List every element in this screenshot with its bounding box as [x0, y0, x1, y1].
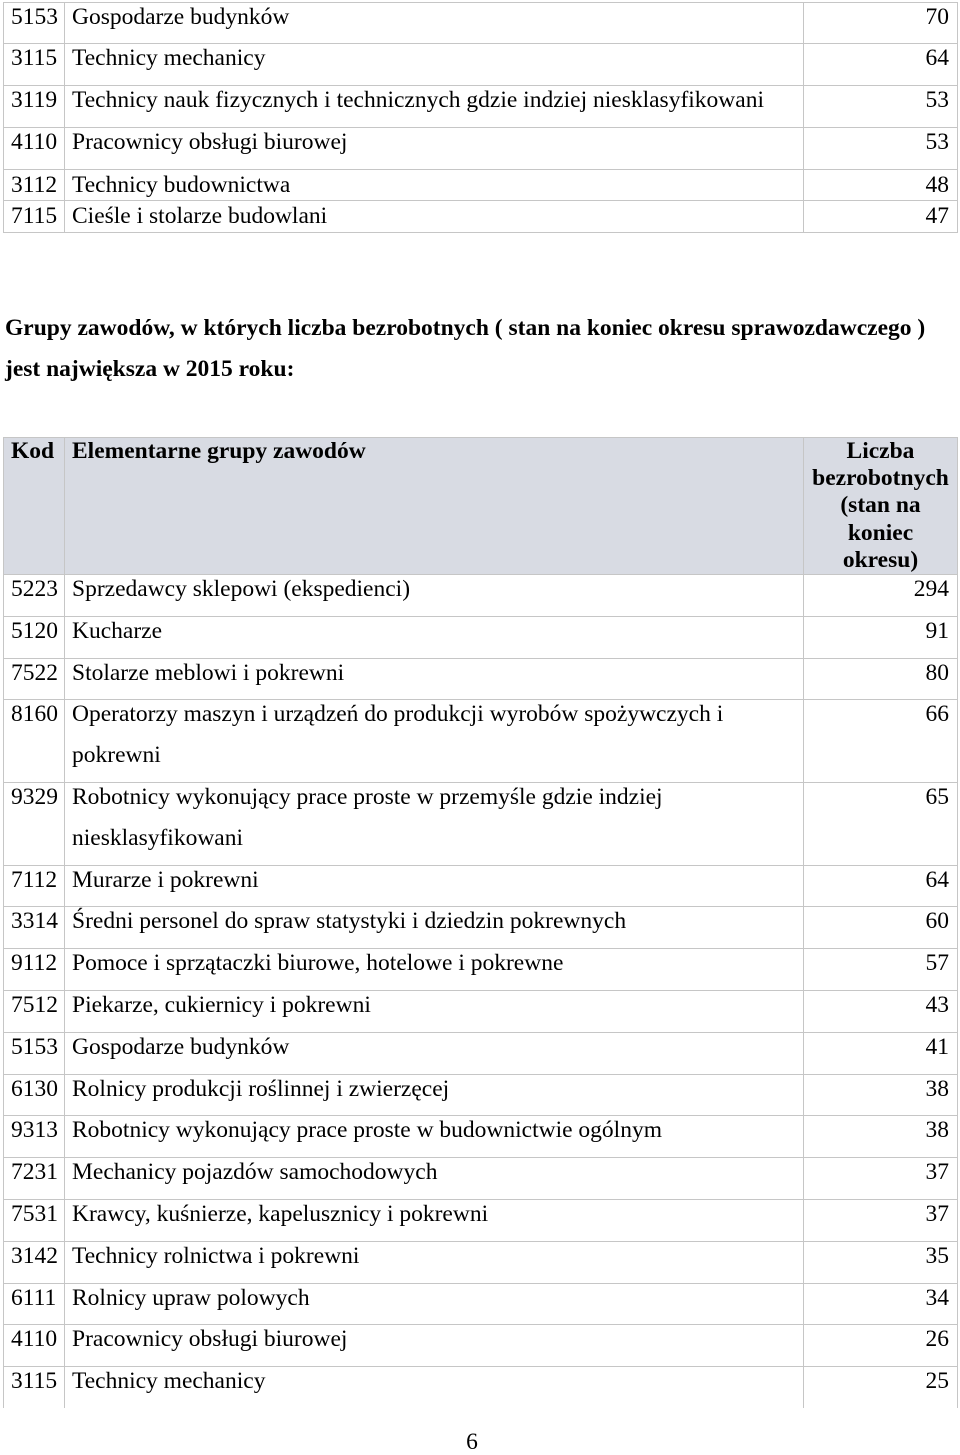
cell-count-text: 38 — [925, 1075, 949, 1102]
cell-occupation-text: Technicy nauk fizycznych i technicznych gdzie indziej niesklasyfikowani — [72, 87, 764, 114]
cell-occupation — [65, 169, 804, 200]
cell-occupation-text: Pracownicy obsługi biurowej — [72, 128, 348, 155]
cell-code-text: 7112 — [11, 866, 58, 893]
cell-occupation-text: Mechanicy pojazdów samochodowych — [72, 1159, 438, 1186]
cell-occupation-text: Cieśle i stolarze budowlani — [72, 203, 328, 230]
cell-occupation-text: Technicy rolnictwa i pokrewni — [72, 1242, 360, 1269]
cell-count — [804, 783, 958, 866]
header-count-text: Liczba bezrobotnych (stan na koniec okresu) — [812, 438, 949, 573]
cell-count — [804, 700, 958, 783]
cell-occupation — [65, 1367, 804, 1408]
cell-count-text: 91 — [925, 617, 949, 644]
cell-occupation-text: Murarze i pokrewni — [72, 866, 259, 893]
header-row — [4, 438, 958, 575]
cell-count — [804, 169, 958, 200]
cell-count-text: 64 — [925, 866, 949, 893]
cell-count-text: 294 — [913, 576, 949, 603]
cell-occupation-text: Robotnicy wykonujący prace proste w budownictwie ogólnym — [72, 1117, 662, 1144]
cell-code-text: 4110 — [11, 1326, 58, 1353]
cell-count-text: 80 — [925, 659, 949, 686]
cell-code-text: 5153 — [11, 3, 58, 30]
cell-occupation-text: Pracownicy obsługi biurowej — [72, 1326, 348, 1353]
header-code — [4, 438, 65, 575]
cell-code — [4, 169, 65, 200]
cell-occupation — [65, 127, 804, 169]
cell-occupation-text: Robotnicy wykonujący prace proste w przemyśle gdzie indziej niesklasyfikowani — [72, 784, 663, 851]
cell-count-text: 64 — [925, 45, 949, 72]
cell-occupation — [65, 700, 804, 783]
continued-occupations-table — [3, 2, 958, 233]
header-count — [804, 438, 958, 575]
cell-occupation-text: Średni personel do spraw statystyki i dziedzin pokrewnych — [72, 908, 627, 935]
occupations-table — [3, 437, 958, 1408]
cell-code — [4, 127, 65, 169]
cell-count-text: 57 — [925, 950, 949, 977]
cell-code-text: 5120 — [11, 617, 58, 644]
cell-occupation-text: Operatorzy maszyn i urządzeń do produkcji wyrobów spożywczych i pokrewni — [72, 701, 724, 769]
cell-occupation-text: Gospodarze budynków — [72, 3, 290, 30]
cell-occupation-text: Piekarze, cukiernicy i pokrewni — [72, 991, 371, 1018]
table-row — [4, 700, 958, 783]
cell-count-text: 37 — [925, 1159, 949, 1186]
cell-occupation — [65, 783, 804, 866]
cell-count-text: 53 — [925, 87, 949, 114]
cell-code-text: 3314 — [11, 908, 58, 935]
cell-count-text: 25 — [925, 1368, 949, 1395]
cell-count-text: 26 — [925, 1326, 949, 1353]
continued-table-body — [4, 2, 958, 232]
cell-code-text: 3115 — [11, 1368, 58, 1395]
cell-code-text: 8160 — [11, 701, 58, 728]
cell-code-text: 7512 — [11, 991, 58, 1018]
header-occupation-text: Elementarne grupy zawodów — [72, 438, 366, 464]
cell-occupation-text: Technicy budownictwa — [72, 171, 291, 198]
cell-occupation-text: Kucharze — [72, 617, 163, 644]
cell-code — [4, 201, 65, 232]
cell-count-text: 66 — [925, 701, 949, 728]
cell-code-text: 5223 — [11, 576, 58, 603]
cell-count — [804, 127, 958, 169]
table-row — [4, 201, 958, 232]
table-row — [4, 169, 958, 200]
cell-count-text: 70 — [925, 3, 949, 30]
cell-code-text: 9112 — [11, 950, 58, 977]
cell-code-text: 7115 — [11, 203, 58, 230]
cell-code-text: 7522 — [11, 659, 58, 686]
section-heading-line: Grupy zawodów, w których liczba bezrobotnych ( stan na koniec okresu sprawozdawczego ) — [5, 314, 926, 341]
cell-count-text: 43 — [925, 991, 949, 1018]
cell-occupation-text: Rolnicy upraw polowych — [72, 1284, 310, 1311]
cell-occupation-text: Pomoce i sprzątaczki biurowe, hotelowe i pokrewne — [72, 950, 564, 977]
cell-code — [4, 700, 65, 783]
cell-occupation-text: Rolnicy produkcji roślinnej i zwierzęcej — [72, 1075, 450, 1102]
cell-code-text: 9313 — [11, 1117, 58, 1144]
cell-occupation-text: Technicy mechanicy — [72, 1368, 266, 1395]
cell-code — [4, 783, 65, 866]
header-occupation — [65, 438, 804, 575]
cell-occupation-text: Sprzedawcy sklepowi (ekspedienci) — [72, 576, 411, 603]
cell-occupation-text: Stolarze meblowi i pokrewni — [72, 659, 345, 686]
cell-count-text: 34 — [925, 1284, 949, 1311]
cell-count — [804, 1367, 958, 1408]
cell-count-text: 47 — [925, 203, 949, 230]
cell-code-text: 3112 — [11, 171, 58, 198]
cell-count-text: 35 — [925, 1242, 949, 1269]
section-heading — [5, 308, 925, 390]
cell-code-text: 6111 — [11, 1284, 57, 1311]
cell-count-text: 37 — [925, 1200, 949, 1227]
cell-count-text: 60 — [925, 908, 949, 935]
table-header — [4, 438, 958, 575]
cell-code — [4, 1367, 65, 1408]
table-row — [4, 783, 958, 866]
cell-count-text: 38 — [925, 1117, 949, 1144]
cell-code-text: 6130 — [11, 1075, 58, 1102]
cell-occupation-text: Technicy mechanicy — [72, 45, 266, 72]
cell-count-text: 53 — [925, 128, 949, 155]
cell-code-text: 3142 — [11, 1242, 58, 1269]
cell-occupation-text: Gospodarze budynków — [72, 1033, 290, 1060]
table-body — [4, 575, 958, 1408]
cell-code-text: 4110 — [11, 128, 58, 155]
cell-code-text: 7231 — [11, 1159, 58, 1186]
header-code-text: Kod — [11, 438, 55, 464]
cell-code-text: 3115 — [11, 45, 58, 72]
cell-code-text: 9329 — [11, 784, 58, 810]
cell-count — [804, 201, 958, 232]
cell-code-text: 5153 — [11, 1033, 58, 1060]
table-row — [4, 127, 958, 169]
table-row — [4, 1367, 958, 1408]
cell-occupation — [65, 201, 804, 232]
cell-occupation-text: Krawcy, kuśnierze, kapelusznicy i pokrewni — [72, 1200, 489, 1227]
section-heading-line: jest największa w 2015 roku: — [5, 355, 295, 382]
cell-count-text: 65 — [925, 784, 949, 810]
cell-code-text: 7531 — [11, 1200, 58, 1227]
cell-code-text: 3119 — [11, 87, 58, 114]
cell-count-text: 41 — [925, 1033, 949, 1060]
cell-count-text: 48 — [925, 171, 949, 198]
page-number: 6 — [466, 1429, 478, 1455]
